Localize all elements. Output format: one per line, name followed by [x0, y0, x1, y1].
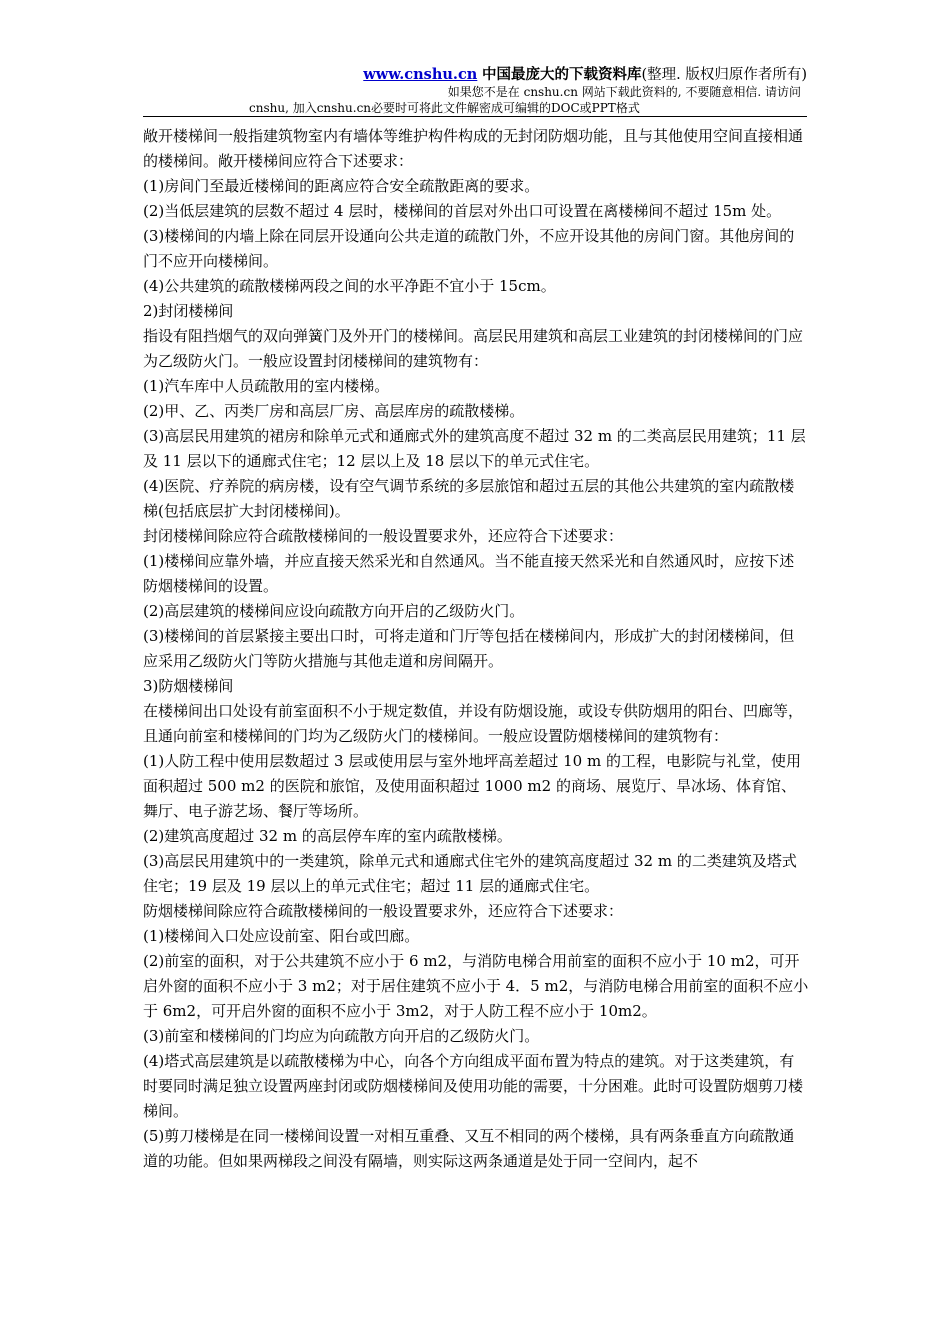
page-header [143, 66, 807, 116]
copyright-note: (整理. 版权归原作者所有) [641, 67, 807, 83]
paragraph: (2)建筑高度超过 32 m 的高层停车库的室内疏散楼梯。 [143, 827, 512, 845]
paragraph: (3)楼梯间的内墙上除在同层开设通向公共走道的疏散门外，不应开设其他的房间门窗。其他房间的门不应开向楼梯间。 [143, 227, 795, 270]
paragraph: (3)楼梯间的首层紧接主要出口时，可将走道和门厅等包括在楼梯间内，形成扩大的封闭楼梯间，但应采用乙级防火门等防火措施与其他走道和房间隔开。 [143, 627, 795, 670]
paragraph: 敞开楼梯间一般指建筑物室内有墙体等维护构件构成的无封闭防烟功能，且与其他使用空间直接相通的楼梯间。敞开楼梯间应符合下述要求： [143, 127, 804, 170]
paragraph: 防烟楼梯间除应符合疏散楼梯间的一般设置要求外，还应符合下述要求： [143, 902, 624, 920]
paragraph: (1)房间门至最近楼梯间的距离应符合安全疏散距离的要求。 [143, 177, 540, 195]
section-heading: 3)防烟楼梯间 [143, 677, 234, 695]
header-line-3: cnshu, 加入cnshu.cn必要时可将此文件解密成可编辑的DOC或PPT格式 [249, 101, 640, 115]
paragraph: (3)高层民用建筑的裙房和除单元式和通廊式外的建筑高度不超过 32 m 的二类高层民用建筑；11 层及 11 层以下的通廊式住宅；12 层以上及 18 层以下的单元式住宅。 [143, 427, 806, 470]
header-line-2: 如果您不是在 cnshu.cn 网站下载此资料的, 不要随意相信. 请访问 [447, 85, 801, 99]
header-line-1 [143, 66, 807, 84]
site-name: 中国最庞大的下载资料库 [481, 66, 642, 83]
paragraph: (3)高层民用建筑中的一类建筑，除单元式和通廊式住宅外的建筑高度超过 32 m 的二类建筑及塔式住宅；19 层及 19 层以上的单元式住宅；超过 11 层的通廊式住宅。 [143, 852, 797, 895]
paragraph: (1)楼梯间入口处应设前室、阳台或凹廊。 [143, 927, 420, 945]
paragraph: 封闭楼梯间除应符合疏散楼梯间的一般设置要求外，还应符合下述要求： [143, 527, 624, 545]
paragraph: (2)甲、乙、丙类厂房和高层厂房、高层库房的疏散楼梯。 [143, 402, 525, 420]
paragraph: 指设有阻挡烟气的双向弹簧门及外开门的楼梯间。高层民用建筑和高层工业建筑的封闭楼梯间的门应为乙级防火门。一般应设置封闭楼梯间的建筑物有： [143, 327, 804, 370]
site-link[interactable]: www.cnshu.cn [363, 66, 478, 83]
paragraph: (2)高层建筑的楼梯间应设向疏散方向开启的乙级防火门。 [143, 602, 525, 620]
paragraph: (4)塔式高层建筑是以疏散楼梯为中心，向各个方向组成平面布置为特点的建筑。对于这类建筑，有时要同时满足独立设置两座封闭或防烟楼梯间及使用功能的需要，十分困难。此时可设置防烟剪刀楼梯间。 [143, 1052, 804, 1120]
paragraph: 在楼梯间出口处设有前室面积不小于规定数值，并设有防烟设施，或设专供防烟用的阳台、凹廊等，且通向前室和楼梯间的门均为乙级防火门的楼梯间。一般应设置防烟楼梯间的建筑物有： [143, 702, 804, 745]
paragraph: (2)当低层建筑的层数不超过 4 层时，楼梯间的首层对外出口可设置在离楼梯间不超过 15m 处。 [143, 202, 782, 220]
paragraph: (1)楼梯间应靠外墙，并应直接天然采光和自然通风。当不能直接天然采光和自然通风时，应按下述防烟楼梯间的设置。 [143, 552, 795, 595]
paragraph: (3)前室和楼梯间的门均应为向疏散方向开启的乙级防火门。 [143, 1027, 540, 1045]
paragraph: (4)医院、疗养院的病房楼，设有空气调节系统的多层旅馆和超过五层的其他公共建筑的室内疏散楼梯(包括底层扩大封闭楼梯间)。 [143, 477, 795, 520]
paragraph: (2)前室的面积，对于公共建筑不应小于 6 m2，与消防电梯合用前室的面积不应小于 10 m2，可开启外窗的面积不应小于 3 m2；对于居住建筑不应小于 4．5 m2，与消防电梯合用前室的面积不应小于 6m2，可开启外窗的面积不应小于 3m2，对于人防工程不应小于 10m2。 [143, 952, 809, 1020]
paragraph: (1)汽车库中人员疏散用的室内楼梯。 [143, 377, 390, 395]
document-body [143, 124, 809, 1174]
paragraph: (5)剪刀楼梯是在同一楼梯间设置一对相互重叠、又互不相同的两个楼梯，具有两条垂直方向疏散通道的功能。但如果两梯段之间没有隔墙，则实际这两条通道是处于同一空间内，起不 [143, 1127, 795, 1170]
paragraph: (1)人防工程中使用层数超过 3 层或使用层与室外地坪高差超过 10 m 的工程，电影院与礼堂，使用面积超过 500 m2 的医院和旅馆，及使用面积超过 1000 m2 的商场、展览厅、旱冰场、体育馆、舞厅、电子游艺场、餐厅等场所。 [143, 752, 801, 820]
paragraph: (4)公共建筑的疏散楼梯两段之间的水平净距不宜小于 15cm。 [143, 277, 556, 295]
header-divider [143, 116, 807, 117]
section-heading: 2)封闭楼梯间 [143, 302, 234, 320]
